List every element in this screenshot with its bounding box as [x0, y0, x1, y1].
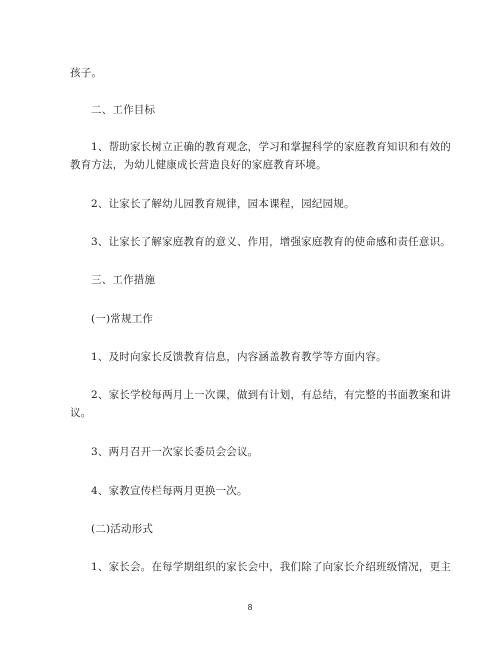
- routine-item-2-line-2: 议。: [70, 407, 92, 419]
- goal-item-1-line-2: 教育方法，为幼儿健康成长营造良好的家庭教育环境。: [70, 159, 327, 171]
- routine-item-4: 4、家教宣传栏每两月更换一次。: [91, 485, 248, 497]
- goal-item-3: 3、让家长了解家庭教育的意义、作用，增强家庭教育的使命感和责任意识。: [91, 236, 451, 248]
- text-line-continuation: 孩子。: [70, 67, 103, 79]
- subsection-heading-activities: (二)活动形式: [91, 523, 154, 535]
- routine-item-1: 1、及时向家长反馈教育信息，内容涵盖教育教学等方面内容。: [91, 351, 387, 363]
- section-heading-goals: 二、工作目标: [91, 104, 156, 116]
- goal-item-2: 2、让家长了解幼儿园教育规律，园本课程，园纪园规。: [91, 198, 355, 210]
- page-number: 8: [247, 603, 253, 612]
- section-heading-measures: 三、工作措施: [91, 274, 156, 286]
- routine-item-2-line-1: 2、家长学校每两月上一次课，做到有计划，有总结，有完整的书面教案和讲: [91, 389, 451, 401]
- goal-item-1-line-1: 1、帮助家长树立正确的教育观念，学习和掌握科学的家庭教育知识和有效的: [91, 141, 451, 153]
- activity-item-1: 1、家长会。在每学期组织的家长会中，我们除了向家长介绍班级情况，更主: [91, 561, 451, 573]
- routine-item-3: 3、两月召开一次家长委员会会议。: [91, 446, 259, 458]
- subsection-heading-routine: (一)常规工作: [91, 313, 154, 325]
